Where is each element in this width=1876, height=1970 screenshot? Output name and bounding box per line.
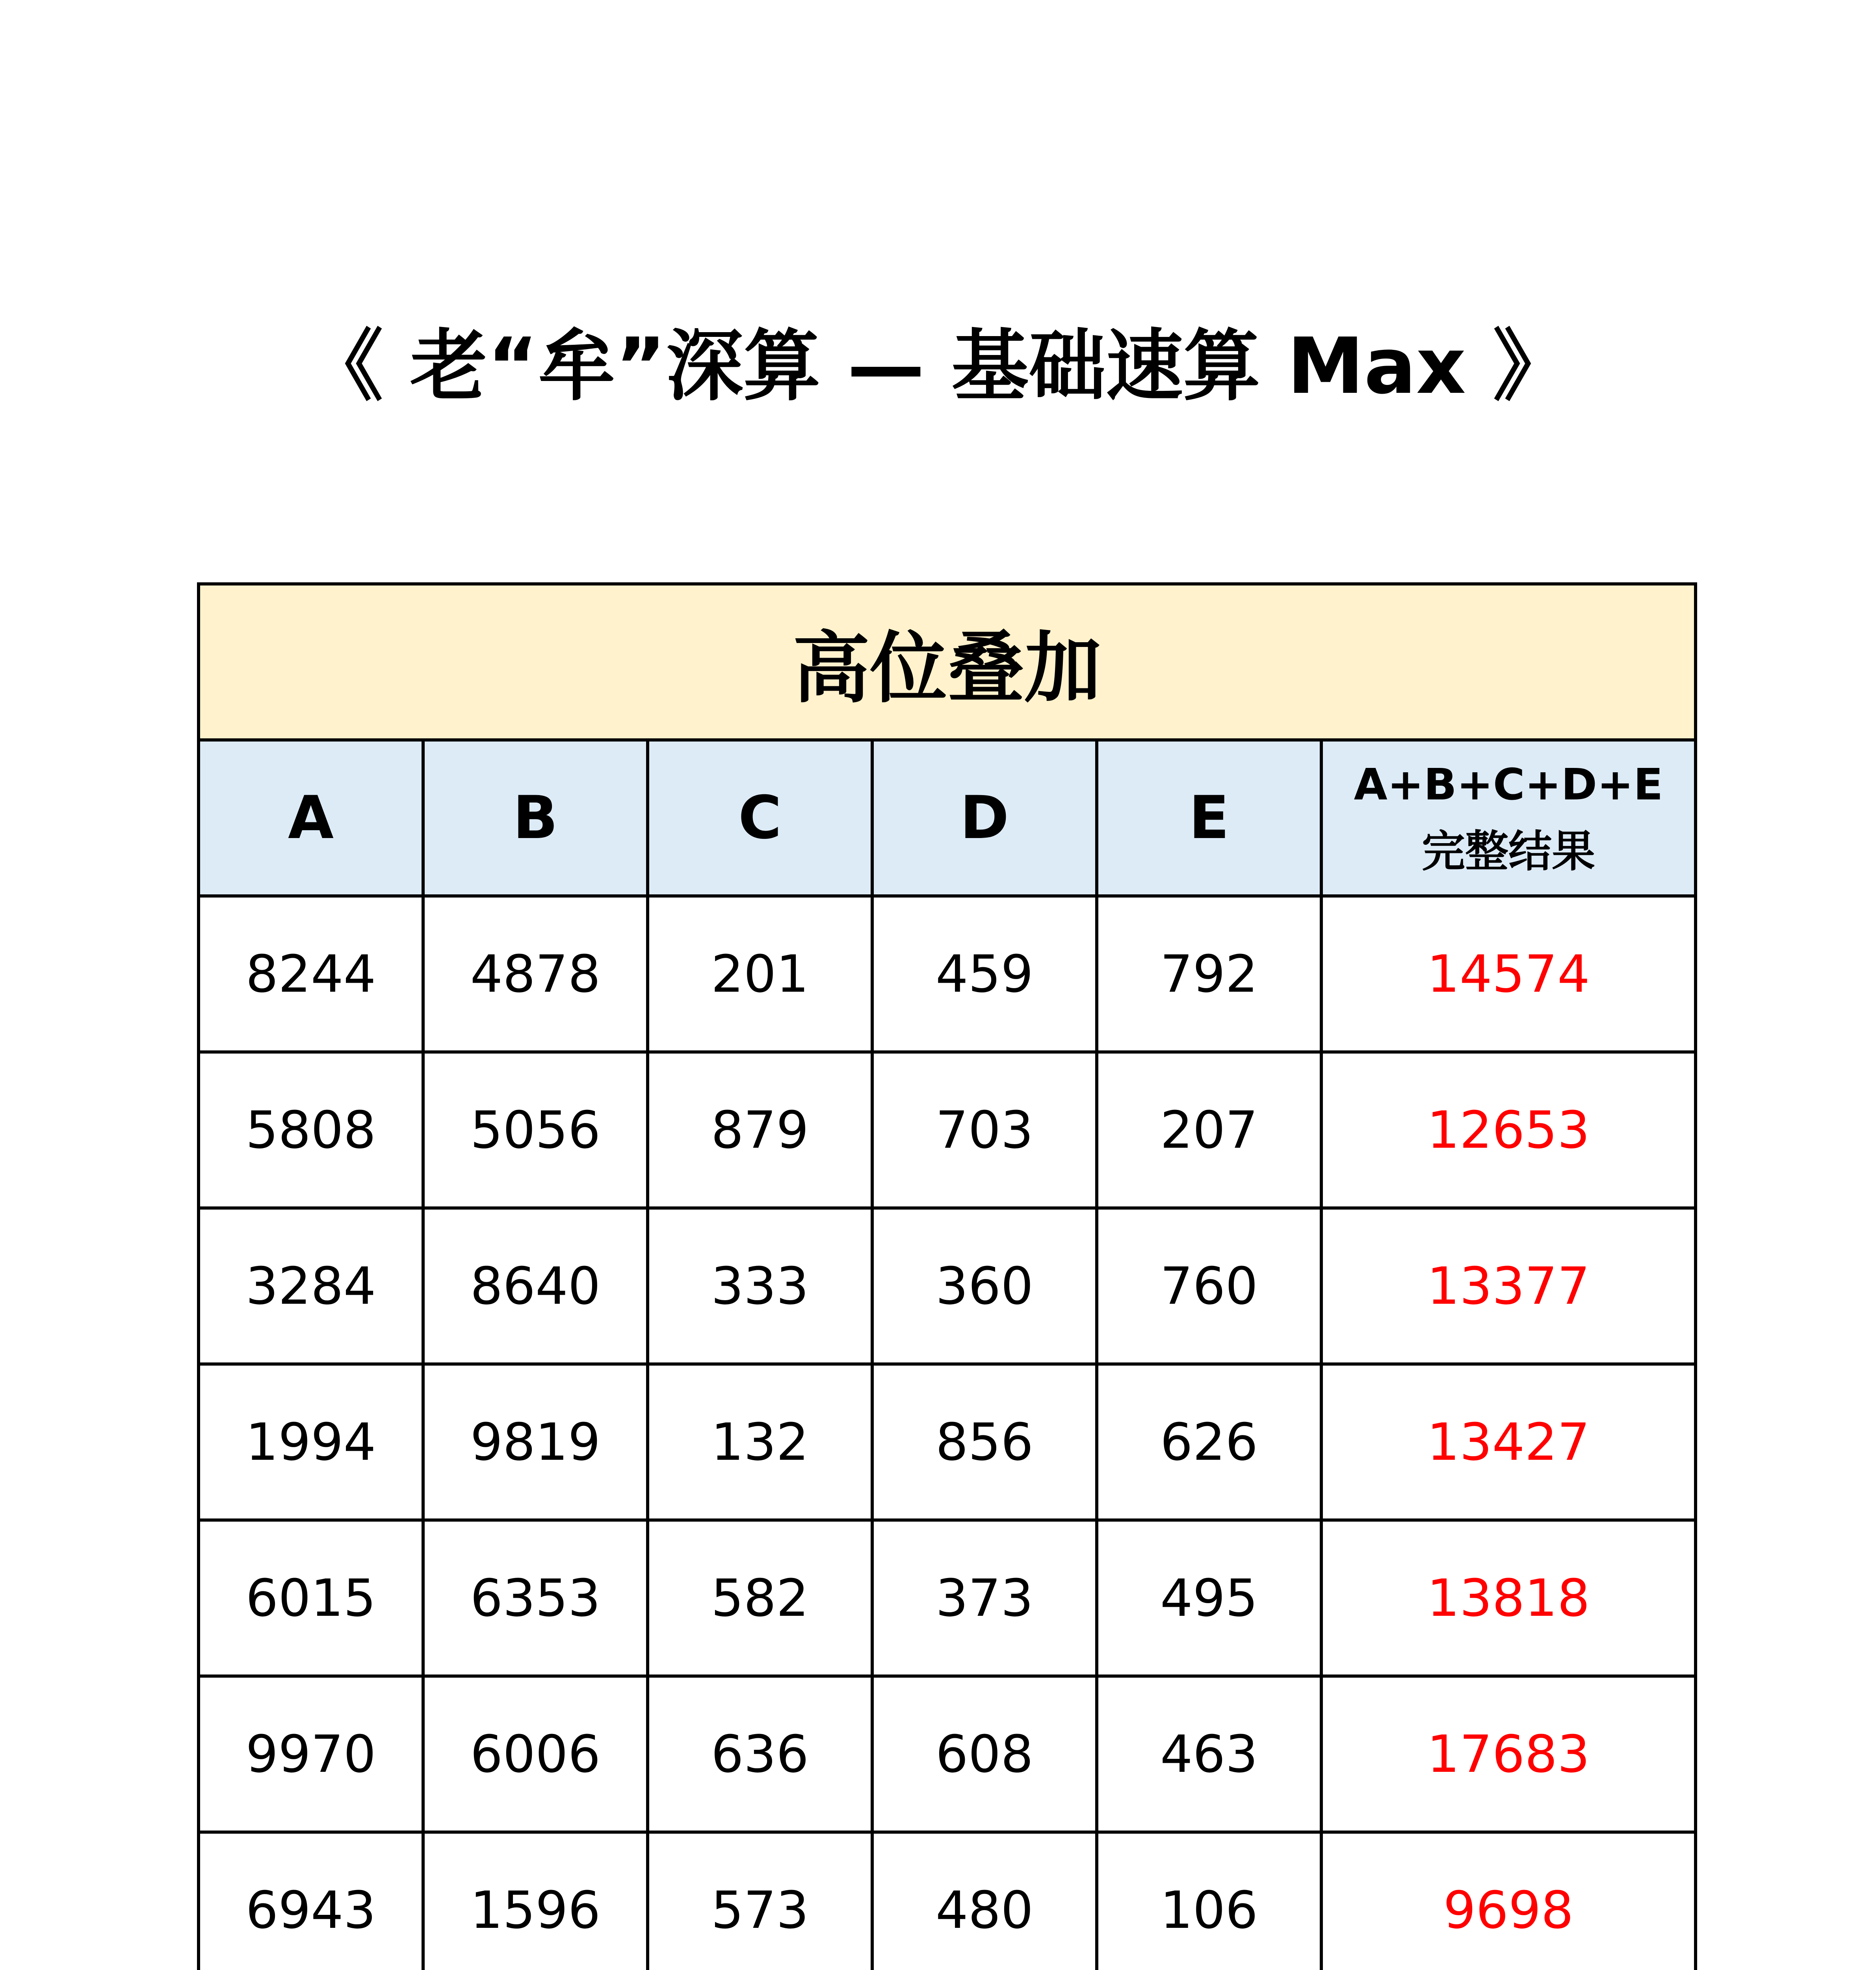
cell-e: 463 (1097, 1676, 1321, 1832)
cell-a: 5808 (199, 1052, 423, 1208)
cell-b: 5056 (423, 1052, 648, 1208)
cell-e: 207 (1097, 1052, 1321, 1208)
cell-b: 8640 (423, 1208, 648, 1364)
column-header-c: C (648, 740, 872, 896)
cell-a: 6943 (199, 1832, 423, 1970)
worksheet-table (197, 582, 1697, 1970)
table-row (199, 1364, 1696, 1520)
column-header-b: B (423, 740, 648, 896)
cell-c: 132 (648, 1364, 872, 1520)
table-row (199, 1052, 1696, 1208)
column-header-result (1321, 740, 1696, 896)
table-body (199, 896, 1696, 1970)
cell-d: 360 (872, 1208, 1097, 1364)
cell-d: 459 (872, 896, 1097, 1052)
cell-c: 201 (648, 896, 872, 1052)
cell-result: 13427 (1321, 1364, 1696, 1520)
cell-a: 6015 (199, 1520, 423, 1676)
cell-e: 760 (1097, 1208, 1321, 1364)
cell-d: 480 (872, 1832, 1097, 1970)
cell-e: 495 (1097, 1520, 1321, 1676)
cell-b: 6006 (423, 1676, 648, 1832)
cell-d: 373 (872, 1520, 1097, 1676)
cell-b: 6353 (423, 1520, 648, 1676)
cell-a: 3284 (199, 1208, 423, 1364)
section-row (199, 584, 1696, 740)
cell-d: 856 (872, 1364, 1097, 1520)
result-header-label: 完整结果 (1422, 826, 1595, 877)
section-title: 高位叠加 (199, 584, 1696, 740)
cell-e: 626 (1097, 1364, 1321, 1520)
cell-result: 9698 (1321, 1832, 1696, 1970)
cell-d: 608 (872, 1676, 1097, 1832)
cell-result: 14574 (1321, 896, 1696, 1052)
cell-b: 4878 (423, 896, 648, 1052)
cell-result: 17683 (1321, 1676, 1696, 1832)
table-row (199, 1832, 1696, 1970)
column-header-e: E (1097, 740, 1321, 896)
cell-e: 792 (1097, 896, 1321, 1052)
cell-a: 8244 (199, 896, 423, 1052)
cell-b: 1596 (423, 1832, 648, 1970)
table-row (199, 1208, 1696, 1364)
cell-result: 13818 (1321, 1520, 1696, 1676)
cell-result: 12653 (1321, 1052, 1696, 1208)
column-header-a: A (199, 740, 423, 896)
result-header-formula: A+B+C+D+E (1354, 759, 1663, 810)
cell-c: 879 (648, 1052, 872, 1208)
cell-c: 582 (648, 1520, 872, 1676)
cell-c: 573 (648, 1832, 872, 1970)
table-row (199, 1520, 1696, 1676)
column-header-d: D (872, 740, 1097, 896)
cell-c: 636 (648, 1676, 872, 1832)
cell-c: 333 (648, 1208, 872, 1364)
page-title: 《 老“牟”深算 — 基础速算 Max 》 (306, 322, 1570, 411)
cell-result: 13377 (1321, 1208, 1696, 1364)
cell-a: 9970 (199, 1676, 423, 1832)
table-row (199, 1676, 1696, 1832)
cell-d: 703 (872, 1052, 1097, 1208)
cell-b: 9819 (423, 1364, 648, 1520)
column-header-row (199, 740, 1696, 896)
cell-a: 1994 (199, 1364, 423, 1520)
table-row (199, 896, 1696, 1052)
cell-e: 106 (1097, 1832, 1321, 1970)
